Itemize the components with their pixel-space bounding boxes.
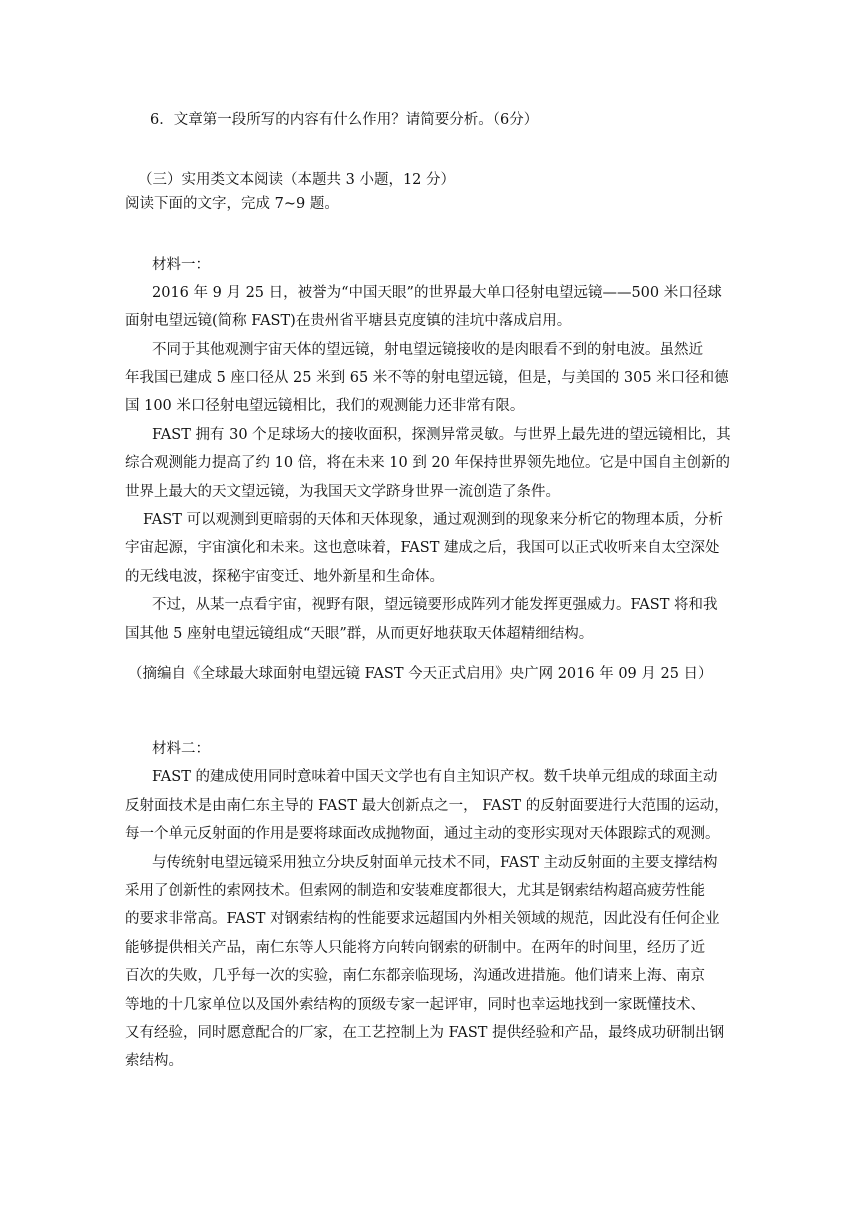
material-1-line: 宇宙起源，宇宙演化和未来。这也意味着，FAST 建成之后，我国可以正式收听来自太空深处	[125, 540, 720, 556]
material-1-line: 国 100 米口径射电望远镜相比，我们的观测能力还非常有限。	[125, 398, 525, 414]
section-3-instruction: 阅读下面的文字，完成 7~9 题。	[125, 196, 339, 212]
material-1-source: （摘编自《全球最大球面射电望远镜 FAST 今天正式启用》央广网 2016 年 09 月 25 日）	[128, 666, 713, 682]
material-1-line: 不同于其他观测宇宙天体的望远镜，射电望远镜接收的是肉眼看不到的射电波。虽然近	[152, 342, 703, 358]
material-1-line: 世界上最大的天文望远镜，为我国天文学跻身世界一流创造了条件。	[125, 484, 560, 500]
material-1-line: 2016 年 9 月 25 日，被誉为“中国天眼”的世界最大单口径射电望远镜——500 米口径球	[152, 285, 722, 301]
material-2-line: 与传统射电望远镜采用独立分块反射面单元技术不同，FAST 主动反射面的主要支撑结构	[152, 855, 718, 871]
material-2-line: 采用了创新性的索网技术。但索网的制造和安装难度都很大，尤其是钢索结构超高疲劳性能	[125, 883, 705, 899]
material-1-line: 年我国已建成 5 座口径从 25 米到 65 米不等的射电望远镜，但是，与美国的 305 米口径和德	[125, 370, 729, 386]
material-1-line: 国其他 5 座射电望远镜组成“天眼”群，从而更好地获取天体超精细结构。	[125, 626, 594, 642]
material-1-line: FAST 可以观测到更暗弱的天体和天体现象，通过观测到的现象来分析它的物理本质，分析	[143, 512, 723, 528]
material-2-line: 等地的十几家单位以及国外索结构的顶级专家一起评审，同时也幸运地找到一家既懂技术、	[125, 997, 705, 1013]
material-2-line: 百次的失败，几乎每一次的实验，南仁东都亲临现场，沟通改进措施。他们请来上海、南京	[125, 968, 705, 984]
material-2-line: 每一个单元反射面的作用是要将球面改成抛物面，通过主动的变形实现对天体跟踪式的观测。	[125, 826, 720, 842]
material-2-line: 能够提供相关产品，南仁东等人只能将方向转向钢索的研制中。在两年的时间里，经历了近	[125, 940, 705, 956]
material-2-line: 索结构。	[125, 1053, 183, 1069]
material-1-line: 综合观测能力提高了约 10 倍，将在未来 10 到 20 年保持世界领先地位。它是中国自主创新的	[125, 455, 731, 471]
material-1-line: 不过，从某一点看宇宙，视野有限，望远镜要形成阵列才能发挥更强威力。FAST 将和我	[152, 597, 718, 613]
material-1-line: 面射电望远镜(简称 FAST)在贵州省平塘县克度镇的洼坑中落成启用。	[125, 313, 572, 329]
material-2-title: 材料二：	[152, 741, 210, 757]
section-3-heading: （三）实用类文本阅读（本题共 3 小题，12 分）	[138, 172, 456, 188]
material-1-line: FAST 拥有 30 个足球场大的接收面积，探测异常灵敏。与世界上最先进的望远镜相比，其	[152, 427, 731, 443]
question-6: 6．文章第一段所写的内容有什么作用？请简要分析。（6分）	[150, 112, 539, 128]
material-1-title: 材料一：	[152, 257, 210, 273]
material-2-line: FAST 的建成使用同时意味着中国天文学也有自主知识产权。数千块单元组成的球面主动	[152, 769, 718, 785]
material-1-line: 的无线电波，探秘宇宙变迁、地外新星和生命体。	[125, 569, 444, 585]
material-2-line: 反射面技术是由南仁东主导的 FAST 最大创新点之一， FAST 的反射面要进行大范围的运动，	[125, 798, 729, 814]
material-2-line: 又有经验，同时愿意配合的厂家，在工艺控制上为 FAST 提供经验和产品，最终成功研制出钢	[125, 1025, 725, 1041]
material-2-line: 的要求非常高。FAST 对钢索结构的性能要求远超国内外相关领域的规范，因此没有任何企业	[125, 911, 720, 927]
